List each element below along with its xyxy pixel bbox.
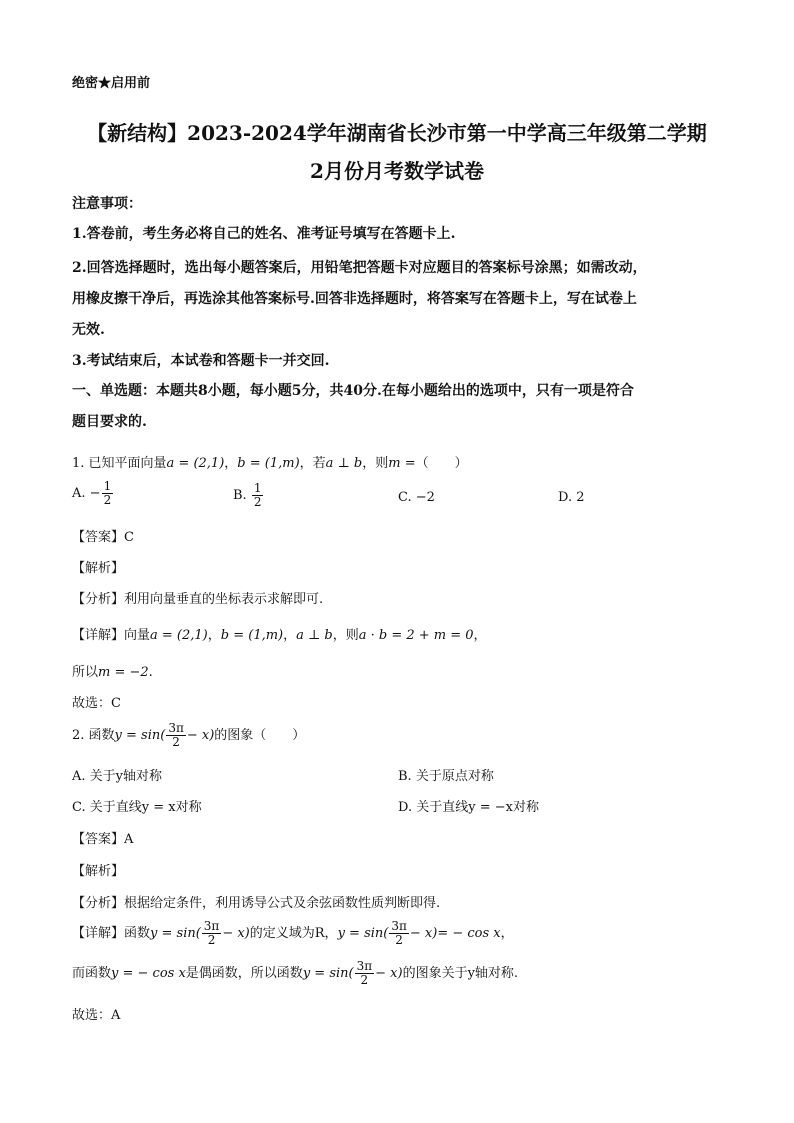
q2-line2-func-tail: − x) xyxy=(375,966,403,981)
q1-vector-a: a = (2,1) xyxy=(166,456,225,471)
q1-stem-text: 1. 已知平面向量 xyxy=(72,456,167,471)
q1-analysis-label: 【解析】 xyxy=(72,561,125,576)
q1-option-a xyxy=(72,480,114,507)
q2-detail-func-tail: − x) xyxy=(222,926,250,941)
q1-choose: 故选：C xyxy=(72,696,121,711)
q2-detail-func-tail-2: − x) xyxy=(409,926,438,941)
q1-detail-then: ，则 xyxy=(332,628,359,643)
q2-line2-neg-cos: y = − cos x xyxy=(111,966,186,981)
q2-detail-func-head: y = sin( xyxy=(150,926,201,941)
frac-denominator: 2 xyxy=(207,933,216,947)
q2-detail-line2 xyxy=(72,960,518,987)
q1-detail-perp: a ⊥ b xyxy=(296,628,333,643)
q2-line2-func-head: y = sin( xyxy=(302,966,354,981)
q2-option-a: A. 关于y轴对称 xyxy=(72,769,162,784)
q2-line2-fraction xyxy=(355,960,375,987)
q2-option-c: C. 关于直线y = x对称 xyxy=(72,800,202,815)
q2-choose: 故选：A xyxy=(72,1008,121,1023)
q2-answer: 【答案】A xyxy=(72,832,134,847)
q1-detail-punct: ， xyxy=(207,628,221,643)
q1-period: . xyxy=(148,665,153,680)
q1-perp-condition: a ⊥ b xyxy=(325,456,363,471)
q2-function-head: y = sin( xyxy=(114,728,166,743)
q1-detail-label: 【详解】向量 xyxy=(72,628,151,643)
q1-detail-dot-product: a · b = 2 + m = 0 xyxy=(358,628,474,643)
notice-item-2-line3: 无效. xyxy=(72,322,105,338)
q1-option-a-sign: − xyxy=(89,486,101,501)
frac-denominator: 2 xyxy=(103,493,112,507)
q1-answer-blank: （ ） xyxy=(415,456,468,471)
q1-detail xyxy=(72,624,487,643)
exam-title-line1: 【新结构】2023-2024学年湖南省长沙市第一中学高三年级第二学期 xyxy=(87,121,707,145)
q2-analysis-label: 【解析】 xyxy=(72,864,125,879)
notice-item-2-line2: 用橡皮擦干净后，再选涂其他答案标号.回答非选择题时，将答案写在答题卡上，写在试卷上 xyxy=(72,291,637,307)
q2-detail-label: 【详解】函数 xyxy=(72,926,151,941)
frac-numerator: 3π xyxy=(168,721,184,735)
q2-detail-punct: ， xyxy=(500,926,514,941)
q2-fraction xyxy=(166,722,186,749)
q2-fenxi: 【分析】根据给定条件，利用诱导公式及余弦函数性质判断即得. xyxy=(72,896,441,911)
q2-line2-pre: 而函数 xyxy=(72,966,112,981)
q2-detail-func-head-2: y = sin( xyxy=(337,926,389,941)
q1-option-c: C. −2 xyxy=(398,490,435,505)
q1-detail-punct: ， xyxy=(283,628,297,643)
frac-numerator: 3π xyxy=(391,919,407,933)
confidential-label: 绝密★启用前 xyxy=(72,76,151,91)
frac-denominator: 2 xyxy=(253,495,262,509)
q1-vector-b: b = (1,m) xyxy=(237,456,300,471)
notice-heading: 注意事项： xyxy=(72,196,142,212)
q2-detail-fraction-2 xyxy=(389,920,409,947)
q2-line2-mid: 是偶函数，所以函数 xyxy=(185,966,303,981)
q1-stem xyxy=(72,452,468,471)
notice-item-3: 3.考试结束后，本试卷和答题卡一并交回. xyxy=(72,353,330,369)
q1-option-a-fraction xyxy=(102,480,114,507)
frac-numerator: 3π xyxy=(203,919,220,933)
q1-detail-punct: ， xyxy=(473,628,487,643)
q2-stem-text: 2. 函数 xyxy=(72,728,115,743)
frac-denominator: 2 xyxy=(360,973,369,987)
frac-denominator: 2 xyxy=(395,933,403,947)
frac-numerator: 1 xyxy=(103,479,112,493)
q1-option-b xyxy=(233,482,264,509)
q1-conclusion xyxy=(72,661,153,680)
notice-item-2-line1: 2.回答选择题时，选出每小题答案后，用铅笔把答题卡对应题目的答案标号涂黑；如需改动， xyxy=(72,260,647,276)
q1-then: ，则 xyxy=(362,456,389,471)
frac-numerator: 3π xyxy=(356,959,373,973)
q1-punct: ， xyxy=(224,456,238,471)
q2-function-tail: − x) xyxy=(186,728,215,743)
q1-option-b-label: B. xyxy=(233,488,247,503)
q2-detail xyxy=(72,920,514,947)
q1-if: ，若 xyxy=(299,456,326,471)
section1-heading-line2: 题目要求的. xyxy=(72,414,147,430)
q1-option-b-fraction xyxy=(252,482,264,509)
q2-stem-post: 的图象（ ） xyxy=(214,728,306,743)
q2-option-d: D. 关于直线y = −x对称 xyxy=(398,800,539,815)
q1-detail-vector-a: a = (2,1) xyxy=(150,628,208,643)
frac-denominator: 2 xyxy=(172,735,180,749)
notice-item-1: 1.答卷前，考生务必将自己的姓名、准考证号填写在答题卡上. xyxy=(72,226,456,242)
q1-detail-vector-b: b = (1,m) xyxy=(220,628,284,643)
frac-numerator: 1 xyxy=(253,481,262,495)
q1-m-equals: m = xyxy=(388,456,416,471)
q1-fenxi: 【分析】利用向量垂直的坐标表示求解即可. xyxy=(72,592,324,607)
q1-answer: 【答案】C xyxy=(72,530,134,545)
section1-heading-line1: 一、单选题：本题共8小题，每小题5分，共40分.在每小题给出的选项中，只有一项是符合 xyxy=(72,383,634,399)
q2-line2-post: 的图象关于y轴对称. xyxy=(402,966,519,981)
q1-so-label: 所以 xyxy=(72,665,99,680)
q1-option-d: D. 2 xyxy=(558,490,585,505)
exam-title-line2: 2月份月考数学试卷 xyxy=(310,159,484,183)
q1-option-a-label: A. xyxy=(72,486,86,501)
q2-stem xyxy=(72,722,305,749)
q1-m-value: m = −2 xyxy=(98,665,149,680)
q2-option-b: B. 关于原点对称 xyxy=(398,769,494,784)
q2-detail-neg-cos: = − cos x xyxy=(437,926,501,941)
q2-detail-domain: 的定义域为R， xyxy=(249,926,338,941)
q2-detail-fraction xyxy=(202,920,222,947)
